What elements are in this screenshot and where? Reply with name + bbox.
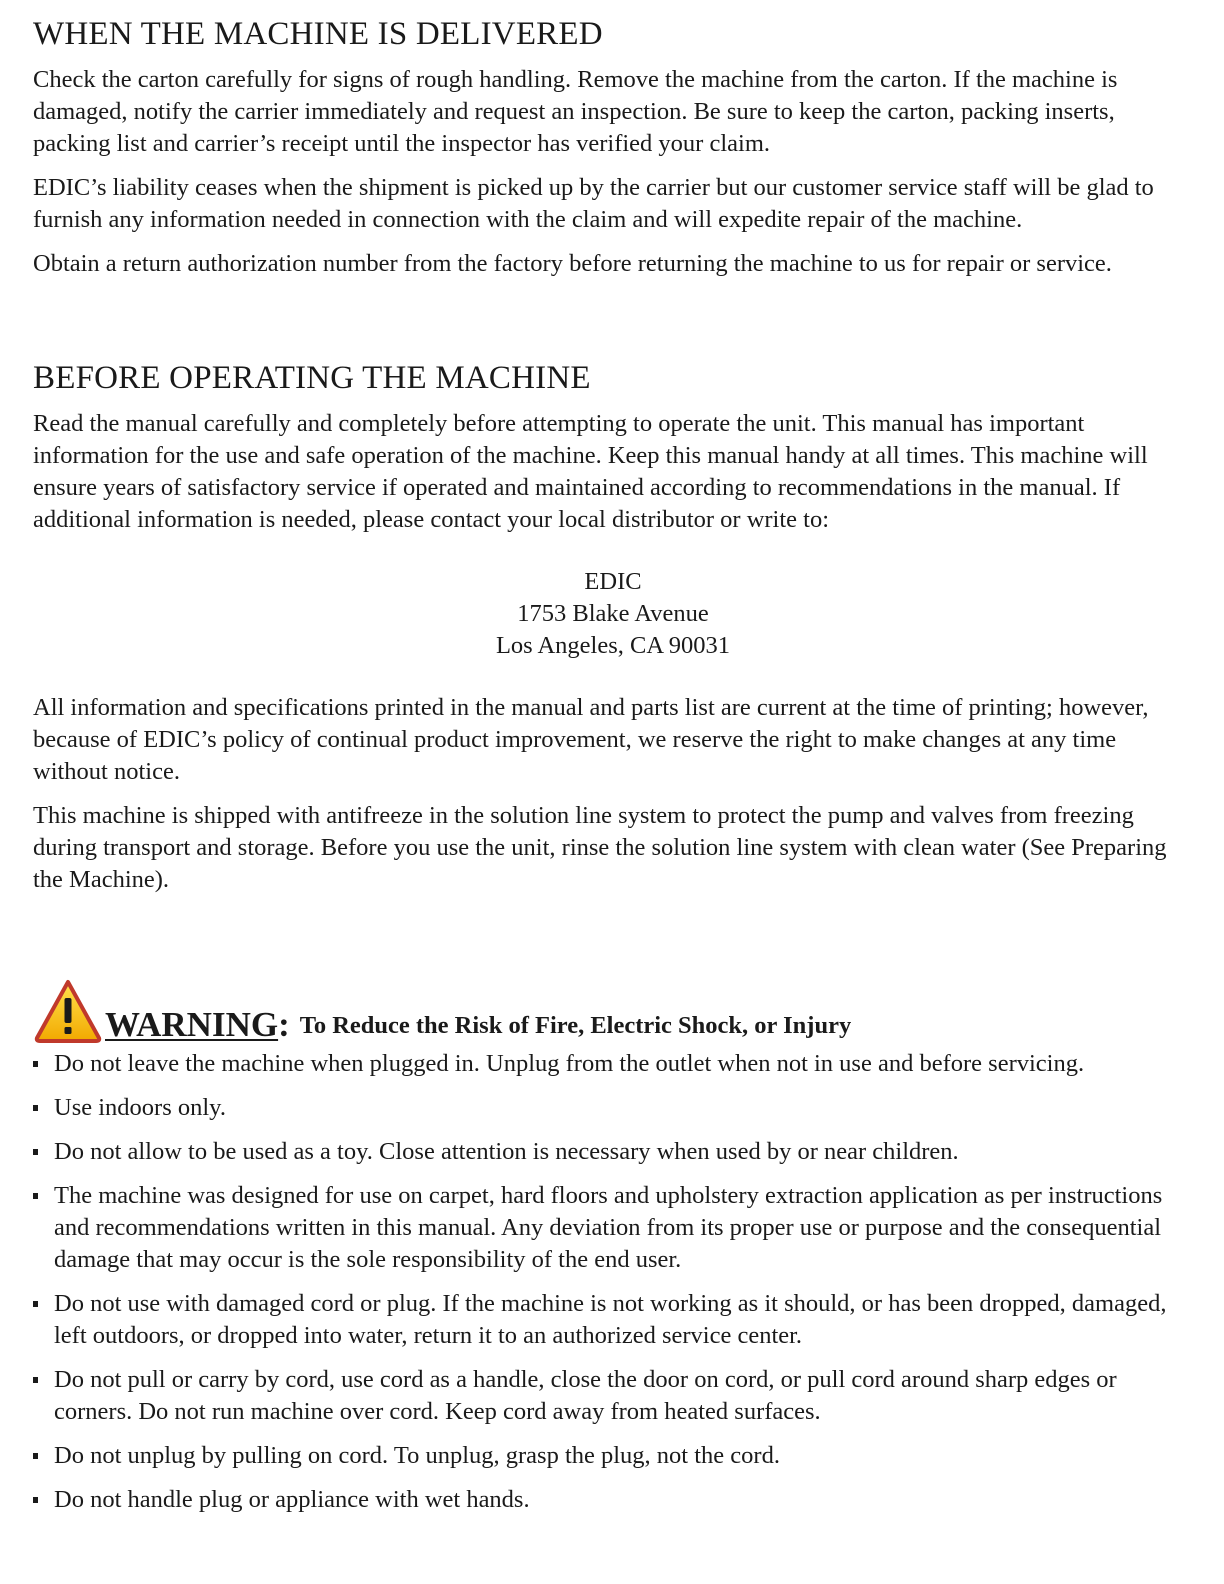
warning-item bbox=[33, 1136, 1193, 1168]
bullet-icon bbox=[33, 1193, 38, 1199]
warning-item bbox=[33, 1484, 1193, 1516]
address-city: Los Angeles, CA 90031 bbox=[495, 632, 731, 659]
address-company-name: EDIC bbox=[584, 568, 642, 595]
bullet-icon bbox=[33, 1061, 38, 1067]
warning-item-text: Do not unplug by pulling on cord. To unplug, grasp the plug, not the cord. bbox=[54, 1442, 780, 1469]
bullet-icon bbox=[33, 1301, 38, 1307]
warning-item bbox=[33, 1288, 1193, 1352]
warning-item bbox=[33, 1180, 1193, 1276]
warning-list bbox=[33, 1048, 1193, 1516]
warning-section bbox=[33, 972, 1193, 1516]
section-when-delivered bbox=[33, 14, 1193, 280]
paragraph-liability: EDIC’s liability ceases when the shipment is picked up by the carrier but our customer service staff will be glad to furnish any information needed in connection with the claim and will expedite repair of the machine. bbox=[33, 174, 1154, 233]
bullet-icon bbox=[33, 1497, 38, 1503]
paragraph-read-manual: Read the manual carefully and completely before attempting to operate the unit. This manual has important information for the use and safe operation of the machine. Keep this manual handy at all times. This machine will ensure years of satisfactory service if operated and maintained according to recommendations in the manual. If additional information is needed, please contact your local distributor or write to: bbox=[33, 410, 1148, 533]
manual-page bbox=[33, 14, 1193, 1528]
section-heading-before-operating: BEFORE OPERATING THE MACHINE bbox=[33, 360, 591, 396]
warning-item-text: Do not leave the machine when plugged in. Unplug from the outlet when not in use and before servicing. bbox=[54, 1050, 1085, 1077]
warning-item-text: The machine was designed for use on carpet, hard floors and upholstery extraction application as per instructions and recommendations written in this manual. Any deviation from its proper use or purpose and the consequential damage that may occur is the sole responsibility of the end user. bbox=[54, 1182, 1163, 1273]
company-address bbox=[33, 566, 1193, 662]
warning-item bbox=[33, 1364, 1193, 1428]
warning-header bbox=[33, 972, 1193, 1044]
warning-triangle-icon bbox=[33, 978, 103, 1044]
section-before-operating bbox=[33, 358, 1193, 896]
bullet-icon bbox=[33, 1453, 38, 1459]
warning-item-text: Use indoors only. bbox=[54, 1094, 226, 1121]
warning-word: WARNING bbox=[105, 1005, 279, 1044]
address-street: 1753 Blake Avenue bbox=[517, 600, 709, 627]
warning-item bbox=[33, 1092, 1193, 1124]
paragraph-check-carton: Check the carton carefully for signs of rough handling. Remove the machine from the carton. If the machine is damaged, notify the carrier immediately and request an inspection. Be sure to keep the carton, packing inserts, packing list and carrier’s receipt until the inspector has verified your claim. bbox=[33, 66, 1118, 157]
warning-subtitle: To Reduce the Risk of Fire, Electric Shock, or Injury bbox=[299, 1012, 852, 1039]
warning-colon: : bbox=[278, 1005, 290, 1044]
bullet-icon bbox=[33, 1149, 38, 1155]
warning-item bbox=[33, 1440, 1193, 1472]
bullet-icon bbox=[33, 1377, 38, 1383]
paragraph-antifreeze: This machine is shipped with antifreeze in the solution line system to protect the pump and valves from freezing during transport and storage. Before you use the unit, rinse the solution line system with clean water (See Preparing the Machine). bbox=[33, 802, 1167, 893]
warning-item-text: Do not allow to be used as a toy. Close attention is necessary when used by or near children. bbox=[54, 1138, 959, 1165]
paragraph-specifications: All information and specifications printed in the manual and parts list are current at the time of printing; however, because of EDIC’s policy of continual product improvement, we reserve the right to make changes at any time without notice. bbox=[33, 694, 1149, 785]
section-heading-delivered: WHEN THE MACHINE IS DELIVERED bbox=[33, 16, 603, 52]
warning-item-text: Do not pull or carry by cord, use cord as a handle, close the door on cord, or pull cord around sharp edges or corners. Do not run machine over cord. Keep cord away from heated surfaces. bbox=[54, 1366, 1117, 1425]
bullet-icon bbox=[33, 1105, 38, 1111]
warning-item-text: Do not use with damaged cord or plug. If the machine is not working as it should, or has been dropped, damaged, left outdoors, or dropped into water, return it to an authorized service center. bbox=[54, 1290, 1167, 1349]
warning-item bbox=[33, 1048, 1193, 1080]
warning-item-text: Do not handle plug or appliance with wet hands. bbox=[54, 1486, 530, 1513]
paragraph-return-authorization: Obtain a return authorization number from the factory before returning the machine to us for repair or service. bbox=[33, 250, 1112, 277]
